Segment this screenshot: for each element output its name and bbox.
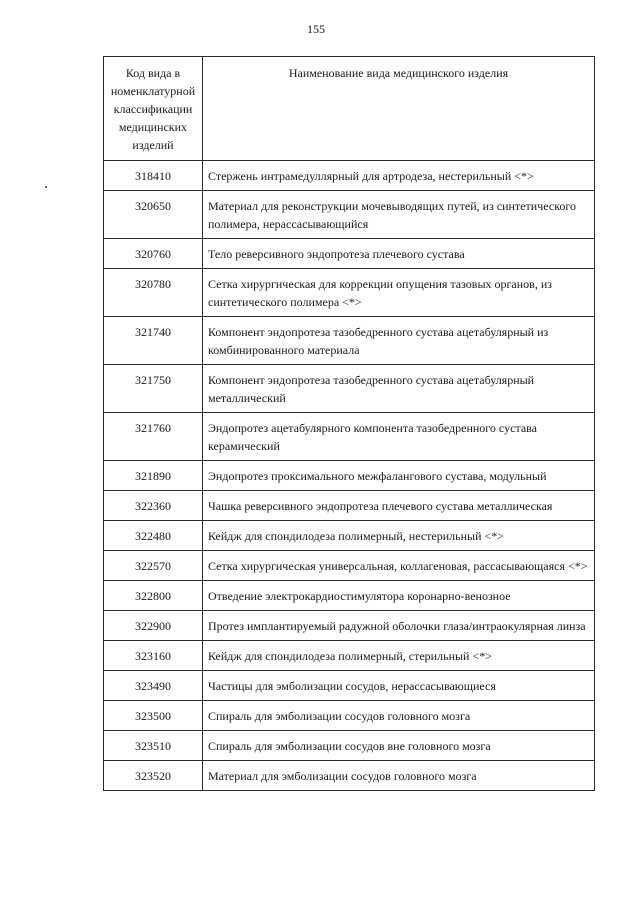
table-row	[104, 365, 595, 413]
row-name: Тело реверсивного эндопротеза плечевого сустава	[203, 239, 595, 269]
row-code: 323160	[104, 641, 203, 671]
table-row	[104, 191, 595, 239]
row-name: Эндопротез проксимального межфалангового сустава, модульный	[203, 461, 595, 491]
row-name: Эндопротез ацетабулярного компонента тазобедренного сустава керамический	[203, 413, 595, 461]
table-row	[104, 239, 595, 269]
row-code: 323500	[104, 701, 203, 731]
row-code: 320650	[104, 191, 203, 239]
row-name: Стержень интрамедуллярный для артродеза, нестерильный <*>	[203, 161, 595, 191]
row-code: 320760	[104, 239, 203, 269]
page-number: 155	[307, 22, 325, 36]
row-name: Сетка хирургическая универсальная, коллагеновая, рассасывающаяся <*>	[203, 551, 595, 581]
row-code: 321750	[104, 365, 203, 413]
table-row	[104, 551, 595, 581]
row-name: Кейдж для спондилодеза полимерный, нестерильный <*>	[203, 521, 595, 551]
row-code: 323510	[104, 731, 203, 761]
table-row	[104, 581, 595, 611]
row-code: 323520	[104, 761, 203, 791]
row-name: Спираль для эмболизации сосудов головного мозга	[203, 701, 595, 731]
row-code: 321890	[104, 461, 203, 491]
row-code: 322570	[104, 551, 203, 581]
row-name: Компонент эндопротеза тазобедренного сустава ацетабулярный металлический	[203, 365, 595, 413]
row-name: Частицы для эмболизации сосудов, нерассасывающиеся	[203, 671, 595, 701]
stray-dot	[45, 186, 47, 188]
row-name: Отведение электрокардиостимулятора коронарно-венозное	[203, 581, 595, 611]
row-code: 320780	[104, 269, 203, 317]
row-name: Компонент эндопротеза тазобедренного сустава ацетабулярный из комбинированного материала	[203, 317, 595, 365]
table-row	[104, 161, 595, 191]
table-row	[104, 731, 595, 761]
table-body	[104, 161, 595, 791]
table-row	[104, 413, 595, 461]
table-header-row	[104, 57, 595, 161]
header-name: Наименование вида медицинского изделия	[203, 57, 595, 161]
table-row	[104, 491, 595, 521]
medical-devices-table	[103, 56, 595, 791]
table-row	[104, 269, 595, 317]
table-row	[104, 701, 595, 731]
header-code: Код вида в номенклатурной классификации медицинских изделий	[104, 57, 203, 161]
table-row	[104, 761, 595, 791]
table-row	[104, 521, 595, 551]
row-code: 321740	[104, 317, 203, 365]
row-code: 322900	[104, 611, 203, 641]
table-row	[104, 641, 595, 671]
row-name: Протез имплантируемый радужной оболочки глаза/интраокулярная линза	[203, 611, 595, 641]
row-code: 321760	[104, 413, 203, 461]
row-name: Сетка хирургическая для коррекции опущения тазовых органов, из синтетического полимера <*>	[203, 269, 595, 317]
row-name: Чашка реверсивного эндопротеза плечевого сустава металлическая	[203, 491, 595, 521]
table-row	[104, 461, 595, 491]
row-code: 318410	[104, 161, 203, 191]
table-row	[104, 671, 595, 701]
row-code: 322480	[104, 521, 203, 551]
table-row	[104, 317, 595, 365]
row-name: Материал для эмболизации сосудов головного мозга	[203, 761, 595, 791]
row-code: 322800	[104, 581, 203, 611]
table-row	[104, 611, 595, 641]
row-code: 322360	[104, 491, 203, 521]
row-name: Спираль для эмболизации сосудов вне головного мозга	[203, 731, 595, 761]
row-name: Материал для реконструкции мочевыводящих путей, из синтетического полимера, нерассасывающийся	[203, 191, 595, 239]
row-code: 323490	[104, 671, 203, 701]
row-name: Кейдж для спондилодеза полимерный, стерильный <*>	[203, 641, 595, 671]
